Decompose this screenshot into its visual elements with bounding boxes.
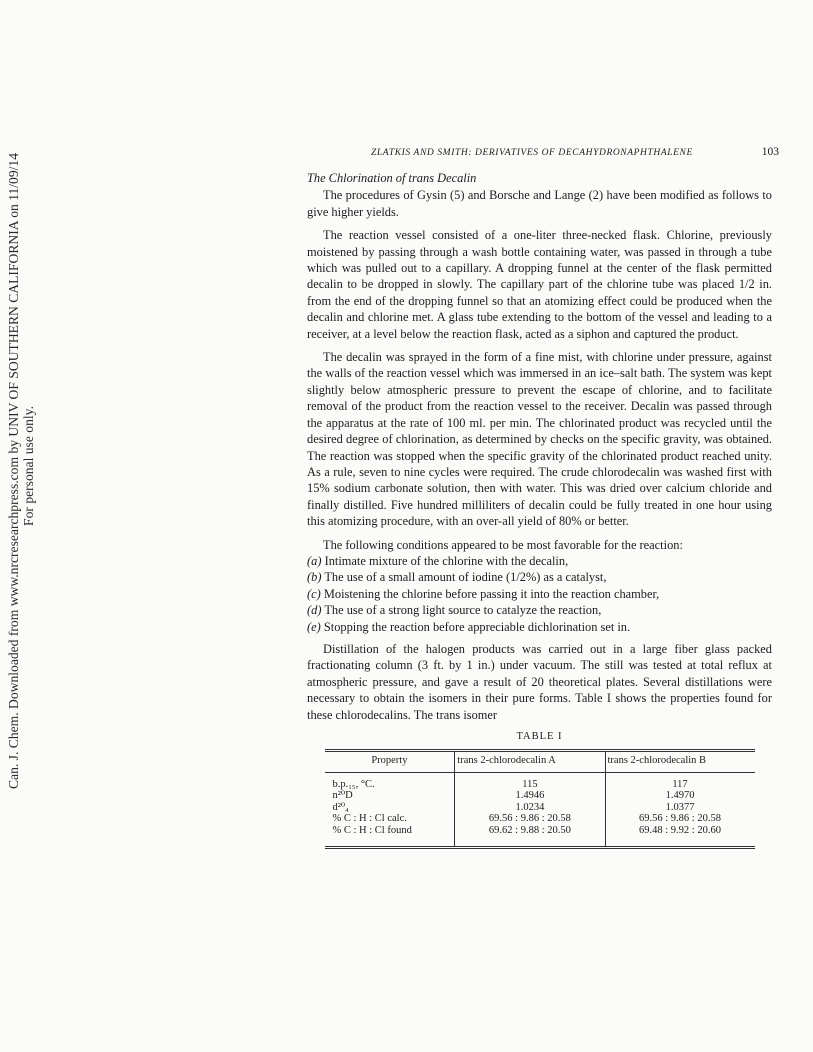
list-item: (b) The use of a small amount of iodine (1/2%) as a catalyst, [307, 570, 607, 585]
table-row: % C : H : Cl found 69.62 : 9.88 : 20.50 69.48 : 9.92 : 20.60 [325, 825, 755, 848]
column-header: trans 2-chlorodecalin A [455, 751, 605, 773]
column-header: trans 2-chlorodecalin B [605, 751, 755, 773]
page-header [309, 146, 779, 162]
list-item: (c) Moistening the chlorine before passing it into the reaction chamber, [307, 586, 660, 601]
properties-table [325, 749, 755, 849]
download-watermark [0, 0, 60, 1052]
page-number: 103 [761, 146, 779, 158]
paragraph-4: The following conditions appeared to be most favorable for the reaction: [323, 537, 683, 552]
column-header: Property [325, 751, 455, 773]
article-body [307, 170, 772, 849]
table-row: b.p.₁₅, °C. 115 117 [325, 772, 755, 790]
section-title: The Chlorination of trans Decalin [307, 171, 477, 185]
list-item: (a) Intimate mixture of the chlorine with the decalin, [307, 553, 569, 568]
list-item: (e) Stopping the reaction before appreciable dichlorination set in. [307, 619, 631, 634]
list-item: (d) The use of a strong light source to catalyze the reaction, [307, 603, 602, 618]
table-row: n²⁰D 1.4946 1.4970 [325, 790, 755, 802]
paragraph-1: The procedures of Gysin (5) and Borsche and Lange (2) have been modified as follows to give higher yields. [307, 188, 772, 219]
paragraph-3: The decalin was sprayed in the form of a fine mist, with chlorine under pressure, against the walls of the reaction vessel which was immersed in an ice–salt bath. The system was kept slightly below atmospheric pressure to prevent the escape of chlorine, and to facilitate removal of the product from the reaction vessel to the receiver. Decalin was passed through the apparatus at the rate of 100 ml. per min. The chlorinated product was recycled until the desired degree of chlorination, as determined by checks on the specific gravity, was obtained. The reaction was stopped when the specific gravity of the chlorinated product reached unity. As a rule, seven to nine cycles were required. The crude chlorodecalin was washed first with 15% sodium carbonate solution, then with water. This was dried over calcium chloride and finally distilled. Five hundred milliliters of decalin could be fully treated in one hour using this atomizing procedure, with an over-all yield of 80% or better. [307, 350, 772, 529]
watermark-line-1: Can. J. Chem. Downloaded from www.nrcresearchpress.com by UNIV OF SOUTHERN CALIFORNIA on 11/09/14 [6, 152, 21, 790]
table-row: % C : H : Cl calc. 69.56 : 9.86 : 20.58 69.56 : 9.86 : 20.58 [325, 813, 755, 825]
watermark-line-2: For personal use only. [21, 406, 36, 526]
paragraph-5: Distillation of the halogen products was carried out in a large fiber glass packed fractionating column (3 ft. by 1 in.) under vacuum. The still was tested at total reflux at atmospheric pressure, and gave a result of 20 theoretical plates. Several distillations were necessary to obtain the isomers in their pure forms. Table I shows the properties found for these chlorodecalins. The trans isomer [307, 641, 772, 722]
table-row: d²⁰₄ 1.0234 1.0377 [325, 802, 755, 814]
table-title: TABLE I [516, 731, 563, 742]
paragraph-2: The reaction vessel consisted of a one-liter three-necked flask. Chlorine, previously moistened by passing through a wash bottle containing water, was passed in through a tube which was pulled out to a capillary. A dropping funnel at the center of the flask permitted decalin to be dropped in slowly. The capillary part of the chlorine tube was placed 1/2 in. from the end of the dropping funnel so that an atomizing effect could be produced when the decalin and chlorine met. A glass tube extending to the bottom of the vessel and leading to a receiver, at a level below the reaction flask, acted as a siphon and captured the product. [307, 228, 772, 341]
table-header-row [325, 751, 755, 773]
conditions-list [307, 553, 772, 635]
running-head: ZLATKIS AND SMITH: DERIVATIVES OF DECAHYDRONAPHTHALENE [371, 148, 693, 158]
